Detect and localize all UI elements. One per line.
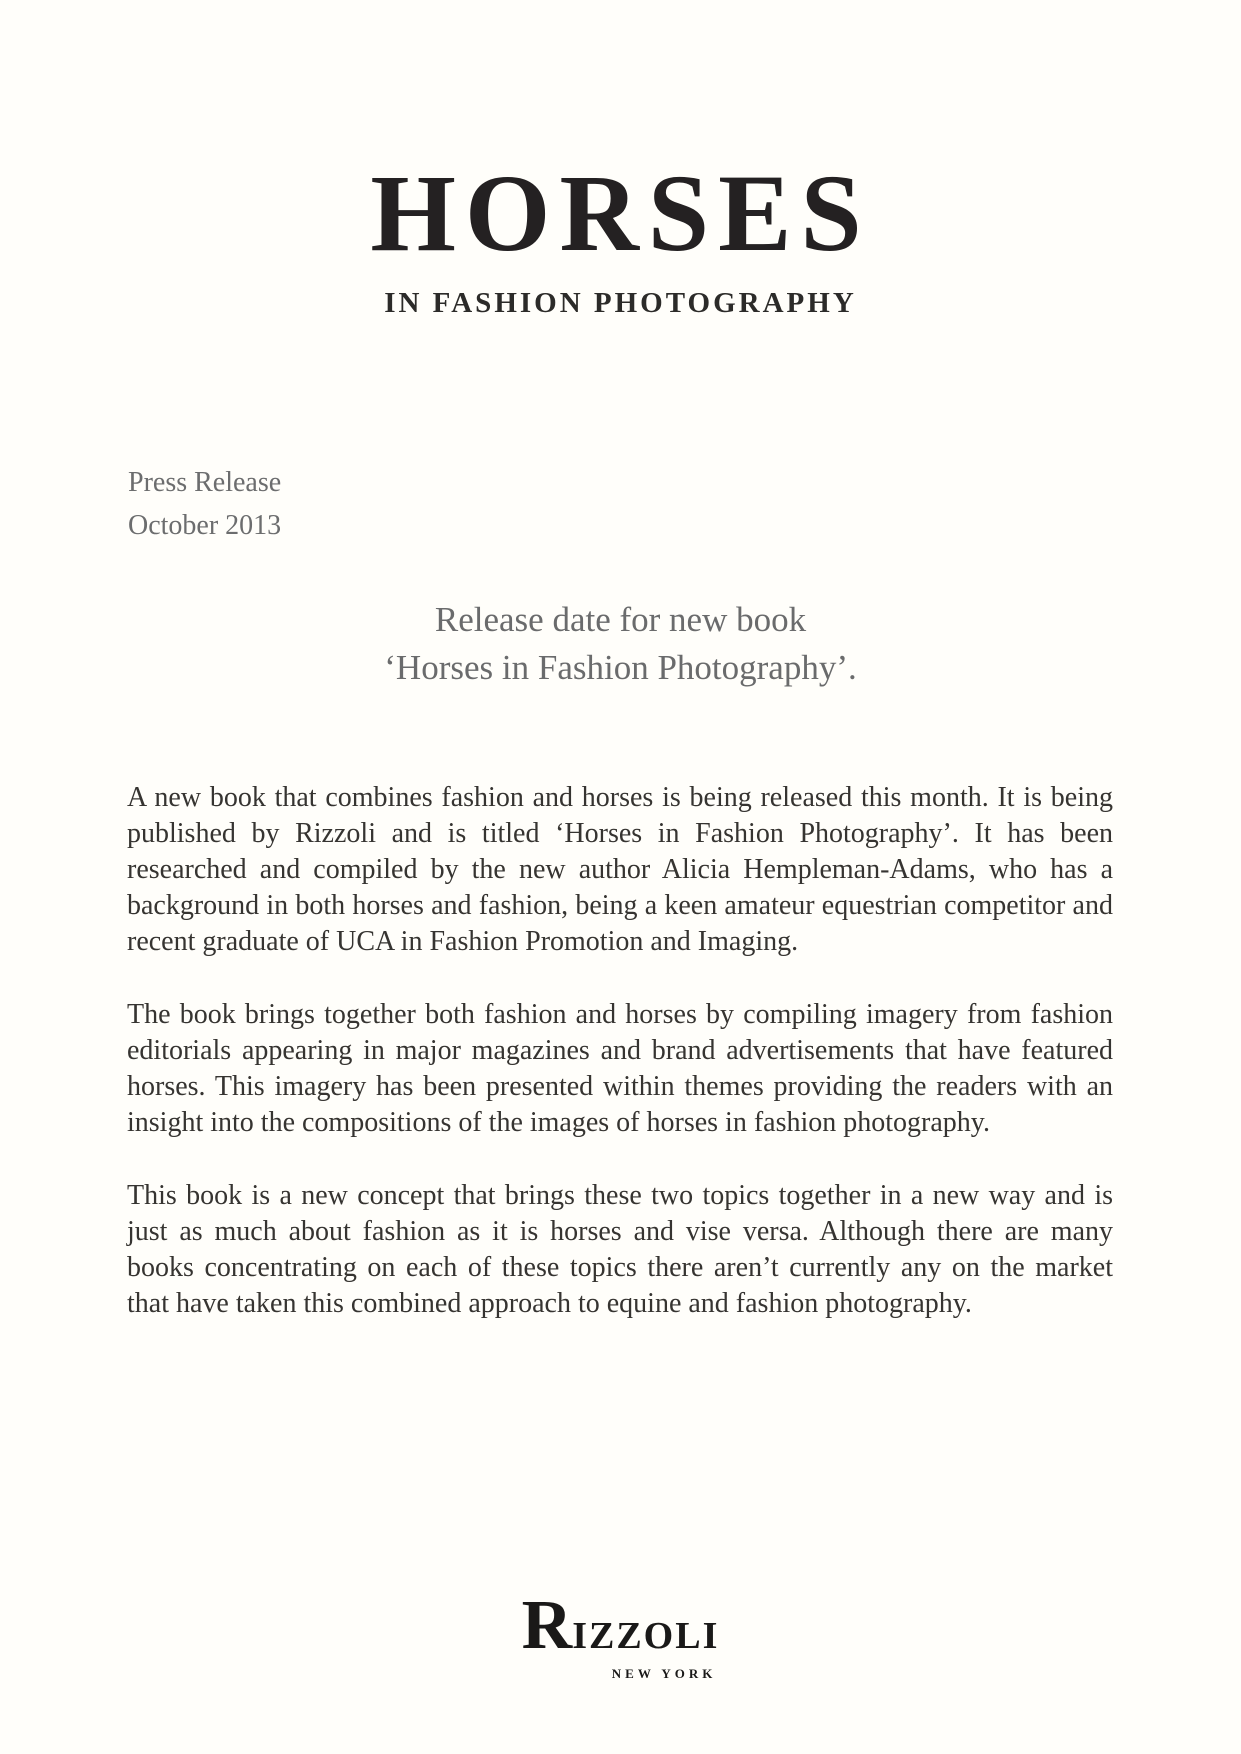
body-paragraph: A new book that combines fashion and horses is being released this month. It is being published by Rizzoli and is titled ‘Horses in Fashion Photography’. It has been researched and compiled by the new author Alicia Hempleman-Adams, who has a background in both horses and fashion, being a keen amateur equestrian competitor and recent graduate of UCA in Fashion Promotion and Imaging. <box>127 782 1113 957</box>
book-title: HORSES <box>370 152 871 274</box>
rizzoli-initial-letter: R <box>521 1587 573 1664</box>
book-subtitle: IN FASHION PHOTOGRAPHY <box>384 287 857 319</box>
release-heading-line1: Release date for new book <box>434 600 807 639</box>
rizzoli-wordmark <box>521 1587 720 1672</box>
rizzoli-logo <box>0 1587 1241 1683</box>
rizzoli-wordmark-rest: IZZOLI <box>572 1615 720 1657</box>
body-paragraph: This book is a new concept that brings these two topics together in a new way and is just as much about fashion as it is horses and vise versa. Although there are many books concentrating on each of these topics there aren’t currently any on the market that have taken this combined approach to equine and fashion photography. <box>127 1180 1113 1319</box>
rizzoli-logo-inner <box>521 1587 720 1682</box>
release-date: October 2013 <box>128 510 282 541</box>
press-release-label: Press Release <box>128 467 282 498</box>
rizzoli-city-label: NEW YORK <box>611 1666 717 1681</box>
meta-block <box>128 461 281 547</box>
body-copy <box>127 780 1113 1359</box>
body-paragraph: The book brings together both fashion and horses by compiling imagery from fashion editorials appearing in major magazines and brand advertisements that have featured horses. This imagery has been presented within themes providing the readers with an insight into the compositions of the images of horses in fashion photography. <box>127 999 1113 1138</box>
release-heading-line2: ‘Horses in Fashion Photography’. <box>384 648 857 687</box>
release-heading <box>0 596 1241 692</box>
